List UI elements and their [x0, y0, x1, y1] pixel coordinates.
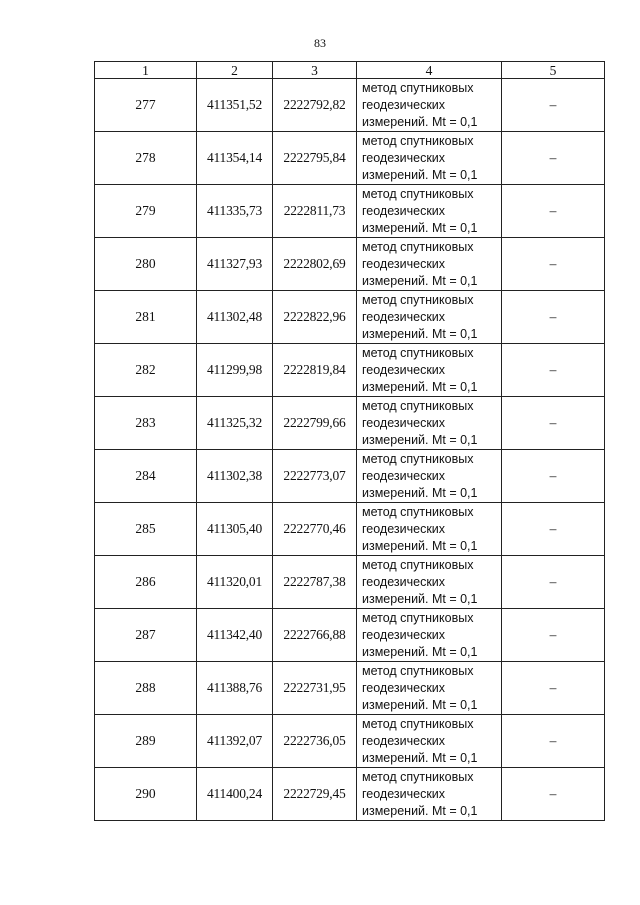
point-number-cell: 277 — [95, 79, 197, 132]
note-cell: – — [502, 185, 605, 238]
method-line: измерений. Mt = 0,1 — [362, 485, 478, 500]
method-cell — [357, 291, 502, 344]
method-line: измерений. Mt = 0,1 — [362, 538, 478, 553]
method-line: измерений. Mt = 0,1 — [362, 273, 478, 288]
x-coordinate-cell: 411392,07 — [197, 715, 273, 768]
method-line: метод спутниковых — [362, 769, 474, 784]
method-line: измерений. Mt = 0,1 — [362, 167, 478, 182]
method-line: метод спутниковых — [362, 716, 474, 731]
note-cell: – — [502, 291, 605, 344]
method-line: геодезических — [362, 415, 446, 430]
header-col-2: 2 — [197, 62, 273, 79]
point-number-cell: 289 — [95, 715, 197, 768]
method-line: метод спутниковых — [362, 186, 474, 201]
table-row — [95, 79, 605, 132]
point-number-cell: 283 — [95, 397, 197, 450]
method-line: метод спутниковых — [362, 504, 474, 519]
y-coordinate-cell: 2222799,66 — [273, 397, 357, 450]
note-cell: – — [502, 768, 605, 821]
x-coordinate-cell: 411327,93 — [197, 238, 273, 291]
method-line: измерений. Mt = 0,1 — [362, 379, 478, 394]
table-row — [95, 609, 605, 662]
header-col-1: 1 — [95, 62, 197, 79]
header-col-5: 5 — [502, 62, 605, 79]
y-coordinate-cell: 2222736,05 — [273, 715, 357, 768]
note-cell: – — [502, 397, 605, 450]
y-coordinate-cell: 2222819,84 — [273, 344, 357, 397]
method-line: метод спутниковых — [362, 292, 474, 307]
point-number-cell: 286 — [95, 556, 197, 609]
method-line: геодезических — [362, 309, 446, 324]
x-coordinate-cell: 411302,38 — [197, 450, 273, 503]
x-coordinate-cell: 411320,01 — [197, 556, 273, 609]
method-cell — [357, 768, 502, 821]
method-line: геодезических — [362, 680, 446, 695]
method-line: метод спутниковых — [362, 451, 474, 466]
y-coordinate-cell: 2222766,88 — [273, 609, 357, 662]
point-number-cell: 290 — [95, 768, 197, 821]
method-line: измерений. Mt = 0,1 — [362, 591, 478, 606]
x-coordinate-cell: 411354,14 — [197, 132, 273, 185]
method-line: измерений. Mt = 0,1 — [362, 114, 478, 129]
method-line: геодезических — [362, 468, 446, 483]
x-coordinate-cell: 411325,32 — [197, 397, 273, 450]
method-cell — [357, 397, 502, 450]
method-line: метод спутниковых — [362, 80, 474, 95]
y-coordinate-cell: 2222792,82 — [273, 79, 357, 132]
table-body — [95, 79, 605, 821]
note-cell: – — [502, 79, 605, 132]
y-coordinate-cell: 2222773,07 — [273, 450, 357, 503]
x-coordinate-cell: 411351,52 — [197, 79, 273, 132]
method-line: измерений. Mt = 0,1 — [362, 803, 478, 818]
x-coordinate-cell: 411342,40 — [197, 609, 273, 662]
method-cell — [357, 185, 502, 238]
point-number-cell: 281 — [95, 291, 197, 344]
method-line: измерений. Mt = 0,1 — [362, 432, 478, 447]
table-row — [95, 397, 605, 450]
x-coordinate-cell: 411299,98 — [197, 344, 273, 397]
header-col-3: 3 — [273, 62, 357, 79]
point-number-cell: 285 — [95, 503, 197, 556]
x-coordinate-cell: 411305,40 — [197, 503, 273, 556]
note-cell: – — [502, 715, 605, 768]
method-cell — [357, 238, 502, 291]
table-row — [95, 238, 605, 291]
point-number-cell: 288 — [95, 662, 197, 715]
point-number-cell: 282 — [95, 344, 197, 397]
note-cell: – — [502, 238, 605, 291]
method-line: измерений. Mt = 0,1 — [362, 644, 478, 659]
method-cell — [357, 715, 502, 768]
method-line: геодезических — [362, 362, 446, 377]
table-row — [95, 185, 605, 238]
coordinates-table — [94, 61, 605, 821]
method-cell — [357, 609, 502, 662]
method-line: измерений. Mt = 0,1 — [362, 750, 478, 765]
x-coordinate-cell: 411400,24 — [197, 768, 273, 821]
method-line: геодезических — [362, 627, 446, 642]
method-line: геодезических — [362, 256, 446, 271]
point-number-cell: 279 — [95, 185, 197, 238]
y-coordinate-cell: 2222729,45 — [273, 768, 357, 821]
method-line: метод спутниковых — [362, 133, 474, 148]
method-line: измерений. Mt = 0,1 — [362, 697, 478, 712]
table-row — [95, 450, 605, 503]
method-line: геодезических — [362, 521, 446, 536]
point-number-cell: 284 — [95, 450, 197, 503]
method-line: геодезических — [362, 150, 446, 165]
y-coordinate-cell: 2222795,84 — [273, 132, 357, 185]
x-coordinate-cell: 411302,48 — [197, 291, 273, 344]
table-row — [95, 715, 605, 768]
table-header — [95, 62, 605, 79]
point-number-cell: 287 — [95, 609, 197, 662]
method-line: метод спутниковых — [362, 239, 474, 254]
y-coordinate-cell: 2222802,69 — [273, 238, 357, 291]
method-line: геодезических — [362, 786, 446, 801]
method-line: метод спутниковых — [362, 610, 474, 625]
method-line: геодезических — [362, 733, 446, 748]
method-line: измерений. Mt = 0,1 — [362, 326, 478, 341]
y-coordinate-cell: 2222731,95 — [273, 662, 357, 715]
header-col-4: 4 — [357, 62, 502, 79]
note-cell: – — [502, 609, 605, 662]
method-cell — [357, 503, 502, 556]
y-coordinate-cell: 2222770,46 — [273, 503, 357, 556]
page-number: 83 — [314, 36, 326, 50]
table-row — [95, 344, 605, 397]
method-cell — [357, 450, 502, 503]
y-coordinate-cell: 2222822,96 — [273, 291, 357, 344]
method-cell — [357, 556, 502, 609]
method-line: геодезических — [362, 97, 446, 112]
header-row — [95, 62, 605, 79]
note-cell: – — [502, 503, 605, 556]
y-coordinate-cell: 2222811,73 — [273, 185, 357, 238]
method-line: геодезических — [362, 574, 446, 589]
table-row — [95, 662, 605, 715]
point-number-cell: 280 — [95, 238, 197, 291]
method-cell — [357, 79, 502, 132]
note-cell: – — [502, 132, 605, 185]
method-line: метод спутниковых — [362, 398, 474, 413]
method-cell — [357, 344, 502, 397]
method-line: метод спутниковых — [362, 345, 474, 360]
point-number-cell: 278 — [95, 132, 197, 185]
y-coordinate-cell: 2222787,38 — [273, 556, 357, 609]
x-coordinate-cell: 411335,73 — [197, 185, 273, 238]
table-row — [95, 291, 605, 344]
method-cell — [357, 662, 502, 715]
table-row — [95, 132, 605, 185]
x-coordinate-cell: 411388,76 — [197, 662, 273, 715]
method-line: измерений. Mt = 0,1 — [362, 220, 478, 235]
method-line: метод спутниковых — [362, 557, 474, 572]
table-row — [95, 503, 605, 556]
note-cell: – — [502, 450, 605, 503]
method-cell — [357, 132, 502, 185]
note-cell: – — [502, 344, 605, 397]
note-cell: – — [502, 662, 605, 715]
note-cell: – — [502, 556, 605, 609]
table-row — [95, 768, 605, 821]
method-line: метод спутниковых — [362, 663, 474, 678]
method-line: геодезических — [362, 203, 446, 218]
table-row — [95, 556, 605, 609]
